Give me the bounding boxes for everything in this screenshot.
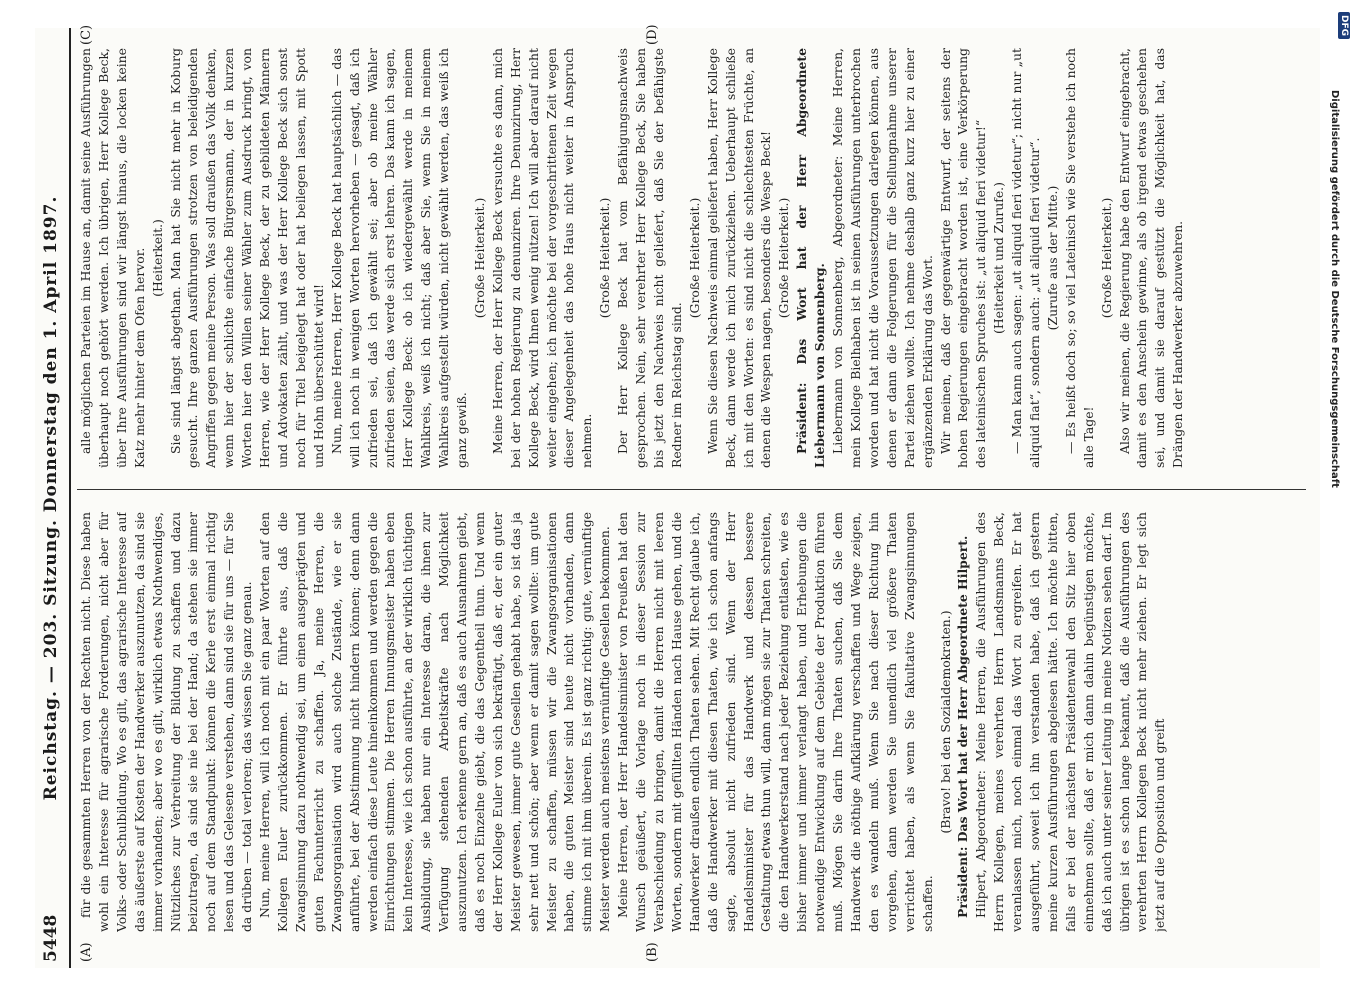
right-paragraph: Nun, meine Herren, Herr Kollege Beck hat hauptsächlich — das will ich noch in wenigen Worten hervorheben — gesagt, daß ich zufrieden sei, daß ich gewählt sei; aber ob meine Wähler zufrieden seien, das werde sich erst lehren. Das kann ich sagen, Herr Kollege Beck: ob ich wiedergewählt werde in meinem Wahlkreis, weiß ich nicht; daß aber Sie, wenn Sie in meinem Wahlkreis aufgestellt würden, nicht gewählt werden, das weiß ich ganz gewiß. [328, 48, 470, 468]
digitization-note: Digitalisierung gefördert durch die Deutsche Forschungsgemeinschaft [1329, 90, 1340, 488]
right-interjection: (Große Heiterkeit.) [776, 197, 792, 319]
right-paragraph: Meine Herren, der Herr Kollege Beck versuchte es dann, mich bei der hohen Regierung zu denunziren. Ihre Denunzirung, Herr Kollege Beck, wird Ihnen wenig nützen! Ich will aber darauf nicht weiter eingehen; ich möchte bei der vorgeschrittenen Zeit wegen dieser Angelegenheit das hohe Haus nicht weiter in Anspruch nehmen. [489, 48, 595, 468]
right-paragraph: Der Herr Kollege Beck hat vom Befähigungsnachweis gesprochen. Nein, sehr verehrter Herr Kollege Beck, Sie haben bis jetzt den Nachweis nicht geliefert, daß Sie der befähigste Redner im Reichstag sind. [615, 48, 684, 468]
page-header [35, 28, 71, 968]
right-interjection: (Heiterkeit und Zurufe.) [991, 182, 1007, 334]
right-paragraph: alle möglichen Parteien im Hause an, damit seine Ausführungen überhaupt noch gehört werden. Ich übrigen, Herr Kollege Beck, über Ihre Ausführungen sind wir längst hinaus, die locken keine Katz mehr hinter dem Ofen hervor. [78, 48, 147, 468]
right-paragraph: — Es heißt doch so; so viel Lateinisch wie Sie verstehe ich noch alle Tage! [1062, 48, 1096, 468]
left-paragraph: Hilpert, Abgeordneter: Meine Herren, die Ausführungen des Herrn Kollegen, meines verehrten Herrn Landsmanns Beck, veranlassen mich, noch einmal das Wort zu ergreifen. Er hat ausgeführt, soweit ich ihn verstanden habe, daß ich gestern meine kurzen Ausführungen abgelesen hätte. Ich möchte bitten, falls er bei der nächsten Präsidentenwahl den Sitz hier oben einnehmen sollte, daß er mich dann dahin begünstigen möchte, daß ich auch unter seiner Leitung in meine Notizen sehen darf. Im übrigen ist es schon lange bekannt, daß die Ausführungen des verehrten Herrn Kollegen Beck nicht mehr ziehen. Er legt sich jetzt auf die Opposition und greift [973, 512, 1168, 932]
right-paragraph: Liebermann von Sonnenberg, Abgeordneter: Meine Herren, mein Kollege Bielhaben ist in seinen Ausführungen unterbrochen worden und hat nicht die Voraussetzungen darlegen können, aus denen er dann die Folgerungen für die Stellungnahme unserer Partei ziehen wollte. Ich nehme deshalb ganz kurz hier zu einer ergänzenden Erklärung das Wort. [830, 48, 935, 468]
right-paragraph: Also wir meinen, die Regierung habe den Entwurf eingebracht, damit es den Anschein gewinne, als ob irgend etwas geschehen sei, und damit sie darauf gestützt die Möglichkeit hat, das Drängen der Handwerker abzuwehren. [1116, 48, 1186, 468]
left-paragraph: für die gesammten Herren von der Rechten nicht. Diese haben wohl ein Interesse für agrarische Forderungen, nicht aber für Volks- oder Schulbildung. Wo es gilt, das agrarische Interesse auf das äußerste auf Kosten der Handwerker auszunutzen, da sind sie immer vorhanden; aber wo es gilt, wirklich etwas Nothwendiges, Nützliches zur Verbreitung der Bildung zu schaffen und dazu beizutragen, da sind sie nie bei der Hand; da stehen sie immer noch auf dem Standpunkt: können die Kerle erst einmal richtig lesen und das Gelesene verstehen, dann sind sie für uns — für Sie da drüben — total verloren; das wissen Sie ganz genau. [78, 512, 255, 932]
page-number: 5448 [41, 914, 61, 962]
right-interjection: (Große Heiterkeit.) [1098, 197, 1114, 319]
column-divider [77, 489, 1306, 490]
right-interjection: (Große Heiterkeit.) [597, 197, 613, 319]
margin-mark-d: (D) [645, 24, 660, 45]
margin-mark-b: (B) [645, 942, 660, 962]
left-column [77, 512, 1306, 932]
margin-mark-c: (C) [79, 24, 94, 45]
left-paragraph: Meine Herren, der Herr Handelsminister von Preußen hat den Wunsch geäußert, die Vorlage noch in dieser Session zur Verabschiedung zu bringen, damit die Herren nicht mit leeren Worten, sondern mit gefüllten Händen nach Hause gehen, und die Handwerker draußen endlich Thaten sehen. Mit Recht glaube ich, daß die Handwerker mit diesen Thaten, wie ich schon anfangs sagte, absolut nicht zufrieden sind. Wenn der Herr Handelsminister für das Handwerk und dessen bessere Gestaltung etwas thun will, dann mögen sie zur Thaten schreiten, die den Handwerkerstand nach jeder Beziehung entlasten, wie es bisher immer und immer verlangt haben, und Erhebungen die notwendige Entwicklung auf dem Gebiete der Produktion führen muß. Mögen Sie darin Ihre Thaten suchen, daß Sie dem Handwerk die nöthige Aufklärung verschaffen und Wege zeigen, den es wandeln muß. Wenn Sie nach dieser Richtung hin vorgehen, dann werden Sie unendlich viel größere Thaten verrichtet haben, als wenn Sie fakultative Zwangsinnungen schaffen. [615, 512, 935, 932]
left-paragraph: Präsident: Das Wort hat der Herr Abgeordnete Hilpert. [955, 535, 971, 918]
margin-mark-a: (A) [79, 942, 94, 962]
right-paragraph: Sie sind längst abgethan. Man hat Sie nicht mehr in Koburg gesucht. Ihre ganzen Ausführungen strotzen von beleidigenden Angriffen gegen meine Person. Was soll draußen das Volk denken, wenn hier der schlichte einfache Bürgersmann, der in kurzen Worten hier den Willen seiner Wähler zum Ausdruck bringt, von Herren, wie der Herr Kollege Beck, der zu gebildeten Männern und Advokaten zählt, und was der Herr Kollege Beck sich sonst noch für Titel beigelegt hat oder hat beilegen lassen, mit Spott und Hohn überschüttet wird! [167, 48, 326, 468]
left-interjection: (Bravo! bei den Sozialdemokraten.) [937, 610, 953, 834]
page-title: Reichstag. — 203. Sitzung. Donnerstag den 1. April 1897. [41, 195, 61, 801]
right-interjection: (Zurufe aus der Mitte.) [1044, 185, 1060, 331]
right-column [77, 48, 1306, 468]
right-paragraph: Präsident: Das Wort hat der Herr Abgeordnete Liebermann von Sonnenberg. [794, 48, 828, 468]
right-paragraph: Wir meinen, daß der gegenwärtige Entwurf, der seitens der hohen Regierungen eingebracht worden ist, eine Verkörperung des lateinischen Spruches ist: „ut aliquid fieri videtur!“ [937, 48, 989, 468]
right-paragraph: — Man kann auch sagen: „ut aliquid fieri videtur“; nicht nur „ut aliquid fiat“, sondern auch: „ut aliquid fieri videtur“. [1009, 48, 1043, 468]
right-paragraph: Wenn Sie diesen Nachweis einmal geliefert haben, Herr Kollege Beck, dann werde ich mich zurückziehen. Ueberhaupt schließe ich mit den Worten: es sind nicht die schlechtesten Früchte, an denen die Wespen nagen, besonders die Wespe Beck! [704, 48, 774, 468]
dfg-logo: DFG [1338, 12, 1350, 39]
right-interjection: (Große Heiterkeit.) [686, 197, 702, 319]
newspaper-page [35, 24, 1320, 968]
scanned-page [35, 24, 1320, 968]
left-paragraph: Nun, meine Herren, will ich noch mit ein paar Worten auf den Kollegen Euler zurückkommen. Er führte aus, daß die Zwangsinnung dazu nothwendig sei, um einen ausgeprägten und guten Fachunterricht zu schaffen. Ja, meine Herren, die Zwangsorganisation wird auch solche Zustände, wie er sie anführte, bei der Abstimmung nicht hindern können; denn dann werden einfach diese Leute hineinkommen und werden gegen die Einrichtungen stimmen. Die Herren Innungsmeister haben eben kein Interesse, wie ich schon ausführte, an der wirklich tüchtigen Ausbildung, sie haben nur ein Interesse daran, die ihnen zur Verfügung stehenden Arbeitskräfte nach Möglichkeit auszunutzen. Ich erkenne gern an, daß es auch Ausnahmen giebt, daß es noch Einzelne giebt, die das Gegentheil thun. Und wenn der Herr Kollege Euler von sich bekräftigt, daß er, der ein guter Meister gewesen, immer gute Gesellen gehabt habe, so ist das ja sehr nett und schön; aber wenn er damit sagen wollte: um gute Meister zu schaffen, müssen wir die Zwangsorganisationen haben, die guten Meister sind heute nicht vorhanden, dann stimme ich mit ihm überein. Es ist ganz richtig: gute, vernünftige Meister werden auch meistens vernünftige Gesellen bekommen. [257, 512, 613, 932]
right-interjection: (Heiterkeit.) [149, 219, 165, 297]
right-interjection: (Große Heiterkeit.) [471, 197, 487, 319]
